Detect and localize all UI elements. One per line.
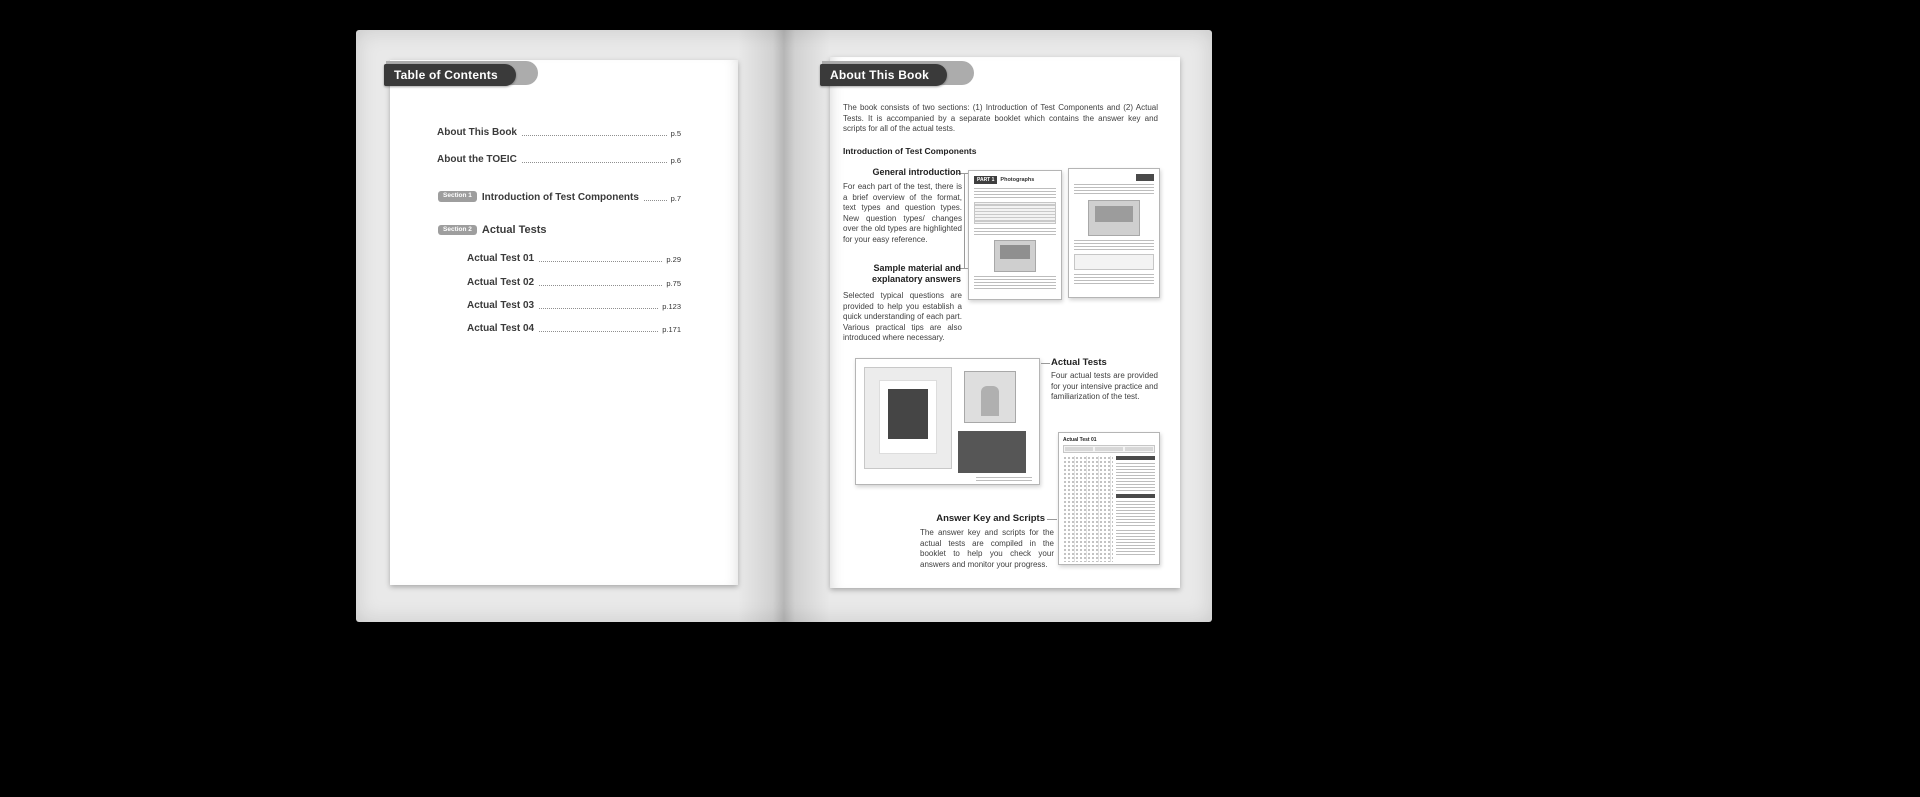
- thumbnail-text-lines: [1074, 184, 1154, 196]
- dotted-leader: [539, 284, 662, 286]
- thumbnail-text-lines: [974, 188, 1056, 198]
- general-introduction-heading: General introduction: [872, 167, 961, 177]
- notes-header-bar: [1116, 494, 1155, 498]
- answer-sheet-thumbnail: [1058, 432, 1160, 565]
- framed-photo: [864, 367, 952, 469]
- thumbnail-text-lines: [1074, 240, 1154, 250]
- toc-page-number: p.6: [670, 156, 681, 165]
- toc-page-number: p.5: [670, 129, 681, 138]
- person-photo: [964, 371, 1016, 423]
- answer-sheet-body: [1063, 456, 1155, 562]
- sample-counter-photo: [994, 240, 1036, 272]
- section-badge: Section 2: [438, 225, 477, 236]
- actual-test-spread-thumbnail: [855, 358, 1040, 485]
- toc-page-number: p.7: [670, 193, 681, 203]
- thumbnail-text-lines: [974, 228, 1056, 236]
- connector-line: [1047, 519, 1057, 520]
- toc-label: About the TOEIC: [437, 154, 517, 165]
- thumbnail-answer-box: [1074, 254, 1154, 270]
- table-of-contents-tab: Table of Contents: [384, 64, 516, 86]
- dotted-leader: [522, 134, 667, 136]
- toc-label: Actual Test 01: [467, 253, 535, 264]
- part-title: Photographs: [1000, 177, 1035, 183]
- photo-content: [981, 386, 999, 416]
- toc-row-section-1: [438, 191, 681, 203]
- thumbnail-text-lines: [1074, 274, 1154, 286]
- sample-page-thumbnail-back: [1068, 168, 1160, 298]
- photo-content: [1000, 245, 1030, 259]
- toc-label: Introduction of Test Components: [481, 191, 639, 203]
- toc-page-number: p.171: [662, 325, 681, 334]
- thumbnail-caption-lines: [976, 477, 1032, 481]
- dotted-leader: [644, 199, 667, 201]
- toc-label: Actual Test 03: [467, 300, 535, 311]
- crowd-photo: [958, 431, 1026, 473]
- notes-text-lines: [1116, 501, 1155, 527]
- general-introduction-body: For each part of the test, there is a brief overview of the format, text types and question types. New question types/ changes over the old types are highlighted for your easy reference.: [843, 182, 962, 244]
- toc-row-actual-test-02: [467, 277, 681, 288]
- highlighted-question-box: [974, 202, 1056, 224]
- notes-text-lines: [1116, 530, 1155, 556]
- toc-page-number: p.123: [662, 302, 681, 311]
- actual-tests-heading: Actual Tests: [1051, 357, 1107, 368]
- about-this-book-tab: About This Book: [820, 64, 947, 86]
- toc-label: About This Book: [437, 127, 517, 138]
- part-label: PART 1: [974, 176, 997, 184]
- photo-content: [1095, 206, 1133, 222]
- sample-material-heading: Sample material and explanatory answers: [871, 263, 961, 284]
- dotted-leader: [522, 161, 667, 163]
- left-page: [390, 60, 738, 585]
- toc-row-actual-test-01: [467, 253, 681, 264]
- about-intro-paragraph: The book consists of two sections: (1) Introduction of Test Components and (2) Actual Tests. It is accompanied by a separate booklet which contains the answer key and scripts for all of the actual tests.: [843, 103, 1158, 133]
- dotted-leader: [539, 260, 662, 262]
- answer-key-heading: Answer Key and Scripts: [936, 513, 1045, 524]
- sample-room-photo: [1088, 200, 1140, 236]
- dotted-leader: [539, 307, 658, 309]
- answer-key-body: The answer key and scripts for the actual tests are compiled in the booklet to help you check your answers and monitor your progress.: [920, 528, 1054, 569]
- header-cell: [1095, 447, 1123, 451]
- dotted-leader: [539, 330, 658, 332]
- header-cell: [1125, 447, 1153, 451]
- dark-photo-content: [888, 389, 928, 439]
- photo-mat: [879, 380, 937, 454]
- answer-sheet-header-band: [1063, 445, 1155, 453]
- toc-label: Actual Test 04: [467, 323, 535, 334]
- connector-line: [964, 173, 965, 269]
- answer-sheet-notes-column: [1116, 456, 1155, 562]
- toc-page-number: p.75: [666, 279, 681, 288]
- answer-bubble-grid: [1063, 456, 1113, 562]
- header-cell: [1065, 447, 1093, 451]
- notes-header-bar: [1116, 456, 1155, 460]
- book-spine-shadow: [738, 30, 830, 622]
- toc-label: Actual Tests: [481, 224, 547, 236]
- sample-page-thumbnail-front: [968, 170, 1062, 300]
- connector-line: [1041, 363, 1050, 364]
- toc-row-about-this-book: [437, 127, 681, 138]
- actual-tests-body: Four actual tests are provided for your intensive practice and familiarization of the test.: [1051, 371, 1158, 401]
- sample-page-header: [974, 176, 1056, 184]
- answer-sheet-title: Actual Test 01: [1063, 437, 1097, 443]
- toc-row-about-the-toeic: [437, 154, 681, 165]
- toc-page-number: p.29: [666, 255, 681, 264]
- toc-row-section-2: [438, 224, 681, 236]
- right-page: [830, 57, 1180, 588]
- notes-text-lines: [1116, 463, 1155, 491]
- thumbnail-header-block: [1136, 174, 1154, 181]
- intro-components-subheading: Introduction of Test Components: [843, 146, 977, 156]
- book-spread: [356, 30, 1212, 622]
- section-badge: Section 1: [438, 191, 477, 202]
- toc-row-actual-test-04: [467, 323, 681, 334]
- sample-material-body: Selected typical questions are provided to help you establish a quick understanding of each part. Various practical tips are also introduced where necessary.: [843, 291, 962, 342]
- toc-label: Actual Test 02: [467, 277, 535, 288]
- toc-row-actual-test-03: [467, 300, 681, 311]
- thumbnail-text-lines: [974, 276, 1056, 290]
